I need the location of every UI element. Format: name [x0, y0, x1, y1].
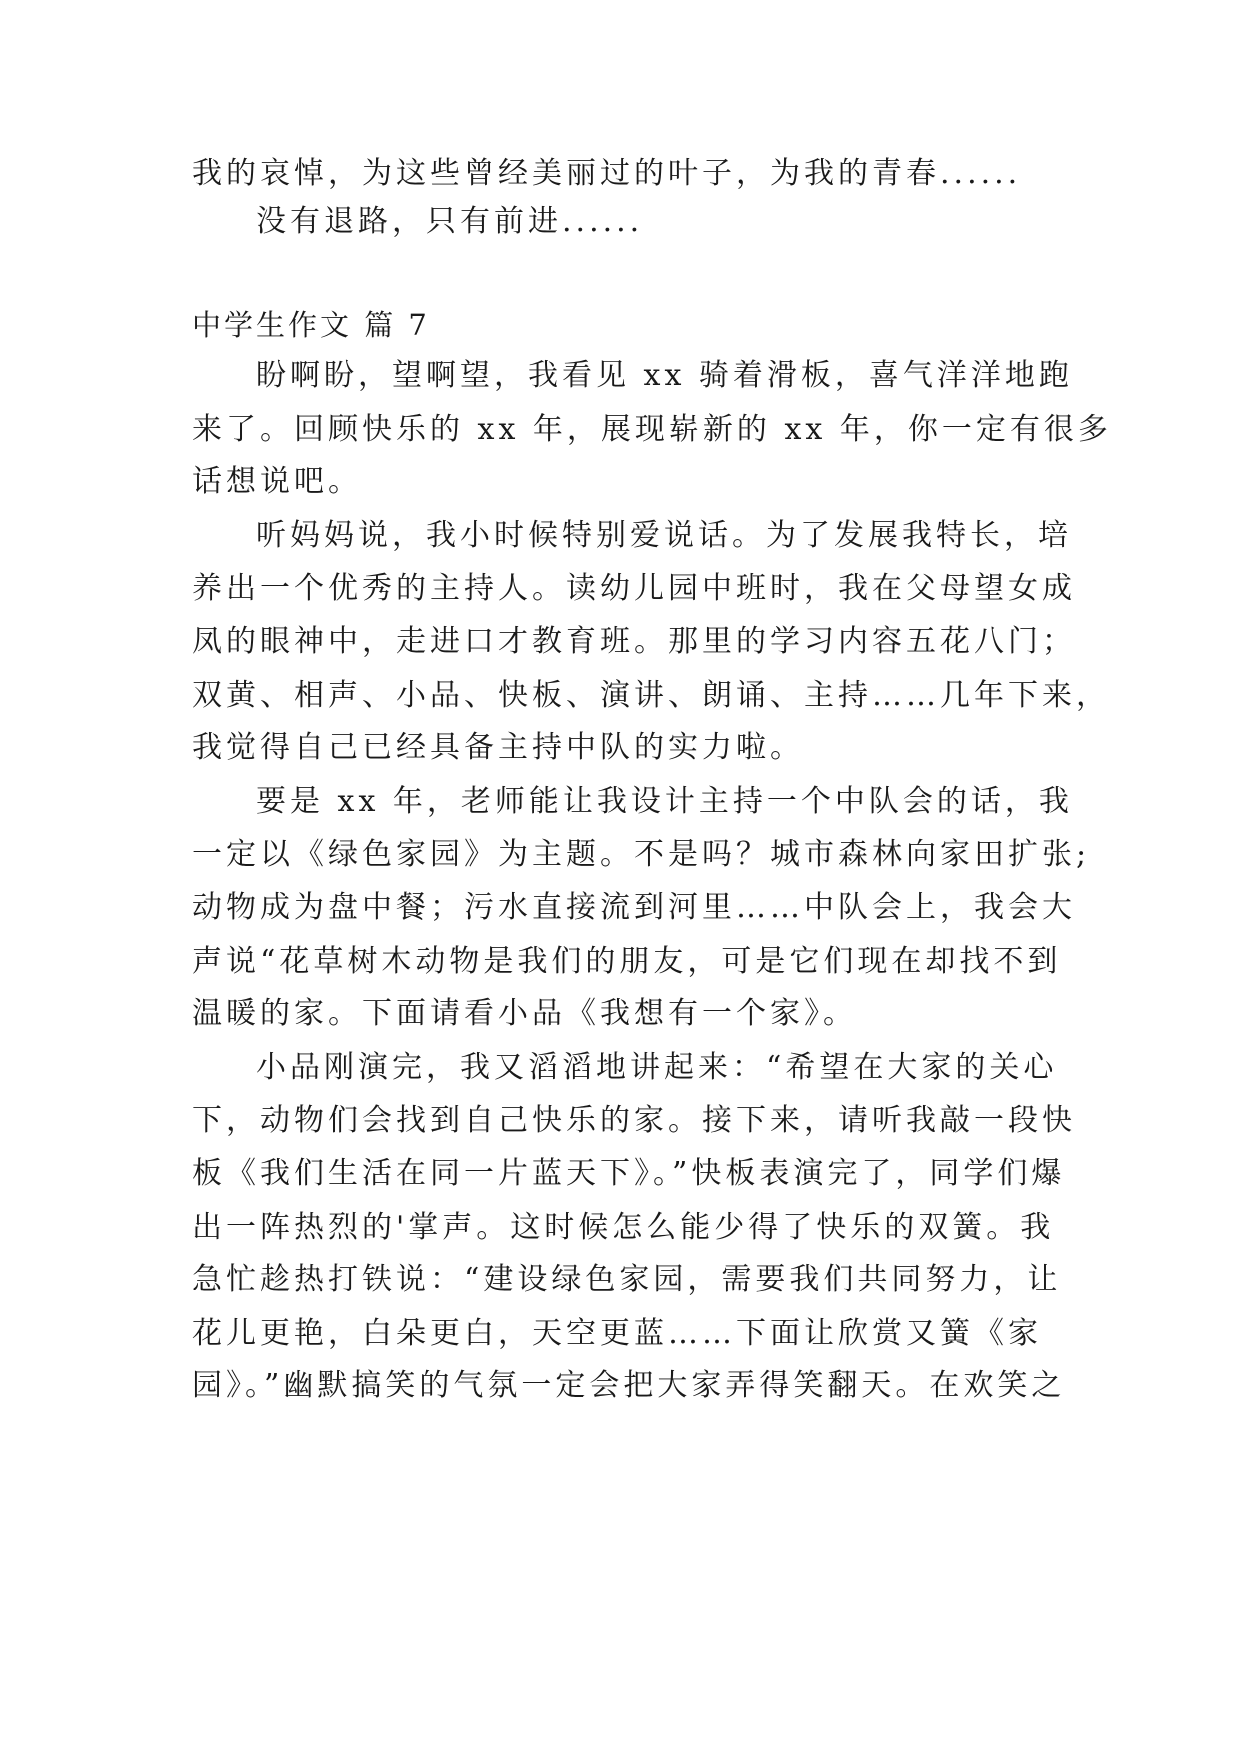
text-line: 盼啊盼，望啊望，我看见 xx 骑着滑板，喜气洋洋地跑 [256, 358, 1073, 393]
section-title: 中学生作文 篇 7 [192, 308, 430, 342]
text-line: 出一阵热烈的'掌声。这时候怎么能少得了快乐的双簧。我 [192, 1210, 1055, 1245]
text-line: 一定以《绿色家园》为主题。不是吗？城市森林向家田扩张; [192, 837, 1091, 872]
text-line: 双黄、相声、小品、快板、演讲、朗诵、主持……几年下来， [192, 678, 1110, 713]
text-line: 下，动物们会找到自己快乐的家。接下来，请听我敲一段快 [192, 1103, 1076, 1138]
text-line: 话想说吧。 [192, 464, 362, 499]
text-line: 听妈妈说，我小时候特别爱说话。为了发展我特长，培 [256, 518, 1072, 553]
text-line: 来了。回顾快乐的 xx 年，展现崭新的 xx 年，你一定有很多 [192, 412, 1112, 447]
text-line: 要是 xx 年，老师能让我设计主持一个中队会的话，我 [256, 784, 1073, 819]
text-line: 花儿更艳，白朵更白，天空更蓝……下面让欣赏又簧《家 [192, 1316, 1042, 1351]
text-line: 凤的眼神中，走进口才教育班。那里的学习内容五花八门； [192, 624, 1076, 659]
text-line: 我觉得自己已经具备主持中队的实力啦。 [192, 730, 804, 765]
text-line: 板《我们生活在同一片蓝天下》。”快板表演完了，同学们爆 [192, 1156, 1066, 1191]
text-line: 养出一个优秀的主持人。读幼儿园中班时，我在父母望女成 [192, 571, 1076, 606]
text-line: 我的哀悼，为这些曾经美丽过的叶子，为我的青春...... [192, 156, 1022, 191]
text-line: 声说“花草树木动物是我们的朋友，可是它们现在却找不到 [192, 944, 1062, 979]
text-line: 温暖的家。下面请看小品《我想有一个家》。 [192, 996, 857, 1031]
text-line: 园》。”幽默搞笑的气氛一定会把大家弄得笑翻天。在欢笑之 [192, 1368, 1066, 1403]
text-line: 急忙趁热打铁说：“建设绿色家园，需要我们共同努力，让 [192, 1262, 1062, 1297]
text-line: 动物成为盘中餐；污水直接流到河里……中队会上，我会大 [192, 890, 1076, 925]
text-line: 没有退路，只有前进...... [256, 204, 644, 239]
text-line: 小品刚演完，我又滔滔地讲起来：“希望在大家的关心 [256, 1050, 1058, 1085]
